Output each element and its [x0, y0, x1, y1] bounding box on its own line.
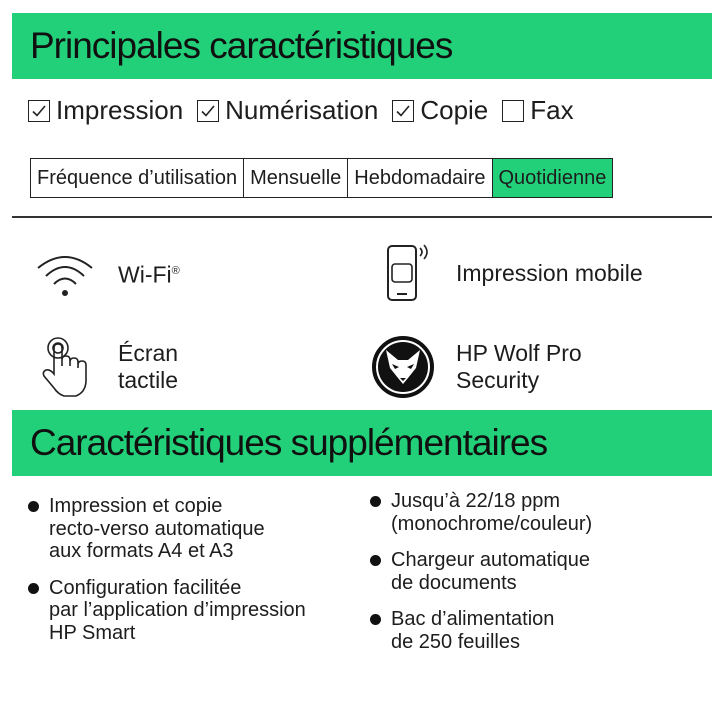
- checkbox-checked-icon: [197, 100, 219, 122]
- section-title-main: Principales caractéristiques: [30, 25, 453, 66]
- function-label: Copie: [420, 95, 489, 125]
- usage-option-monthly: Mensuelle: [244, 159, 348, 197]
- list-item: Jusqu’à 22/18 ppm (monochrome/couleur): [370, 490, 710, 535]
- function-label: Impression: [56, 95, 184, 125]
- checkbox-checked-icon: [392, 100, 414, 122]
- wifi-icon: [32, 240, 98, 306]
- usage-option-weekly: Hebdomadaire: [348, 159, 492, 197]
- bullet-icon: [28, 583, 39, 594]
- bullet-icon: [370, 496, 381, 507]
- function-label: Numérisation: [225, 95, 379, 125]
- feature-label: Impression mobile: [456, 259, 643, 286]
- section-header-additional: [12, 410, 712, 476]
- list-item: Configuration facilitée par l’application d’impression HP Smart: [28, 577, 358, 645]
- wolf-icon: [370, 334, 436, 400]
- checkbox-empty-icon: [502, 100, 524, 122]
- feature-label: HP Wolf Pro Security: [456, 340, 582, 393]
- usage-frequency-label: Fréquence d’utilisation: [31, 159, 244, 197]
- list-item: Impression et copie recto-verso automatique aux formats A4 et A3: [28, 495, 358, 563]
- list-item: Bac d’alimentation de 250 feuilles: [370, 608, 710, 653]
- feature-mobile-print: [370, 240, 643, 306]
- mobile-print-icon: [370, 240, 436, 306]
- section-header-main: [12, 13, 712, 79]
- bullet-icon: [370, 555, 381, 566]
- function-scan: [197, 95, 378, 126]
- feature-wifi: [32, 240, 180, 306]
- feature-label: Écran tactile: [118, 340, 179, 393]
- bullet-list-right: [370, 490, 710, 667]
- bullet-list-left: [28, 495, 358, 658]
- function-list: [28, 95, 588, 126]
- checkbox-checked-icon: [28, 100, 50, 122]
- feature-label: Wi-Fi®: [118, 261, 180, 288]
- bullet-icon: [28, 501, 39, 512]
- divider: [12, 216, 712, 218]
- feature-touchscreen: [32, 334, 178, 400]
- function-fax: [502, 95, 573, 126]
- feature-wolf-security: [370, 334, 582, 400]
- function-print: [28, 95, 183, 126]
- bullet-icon: [370, 614, 381, 625]
- function-copy: [392, 95, 488, 126]
- usage-option-daily: Quotidienne: [493, 159, 613, 197]
- list-item: Chargeur automatique de documents: [370, 549, 710, 594]
- touch-hand-icon: [32, 334, 98, 400]
- function-label: Fax: [530, 95, 574, 125]
- usage-frequency-table: [30, 158, 613, 198]
- section-title-additional: Caractéristiques supplémentaires: [30, 422, 548, 463]
